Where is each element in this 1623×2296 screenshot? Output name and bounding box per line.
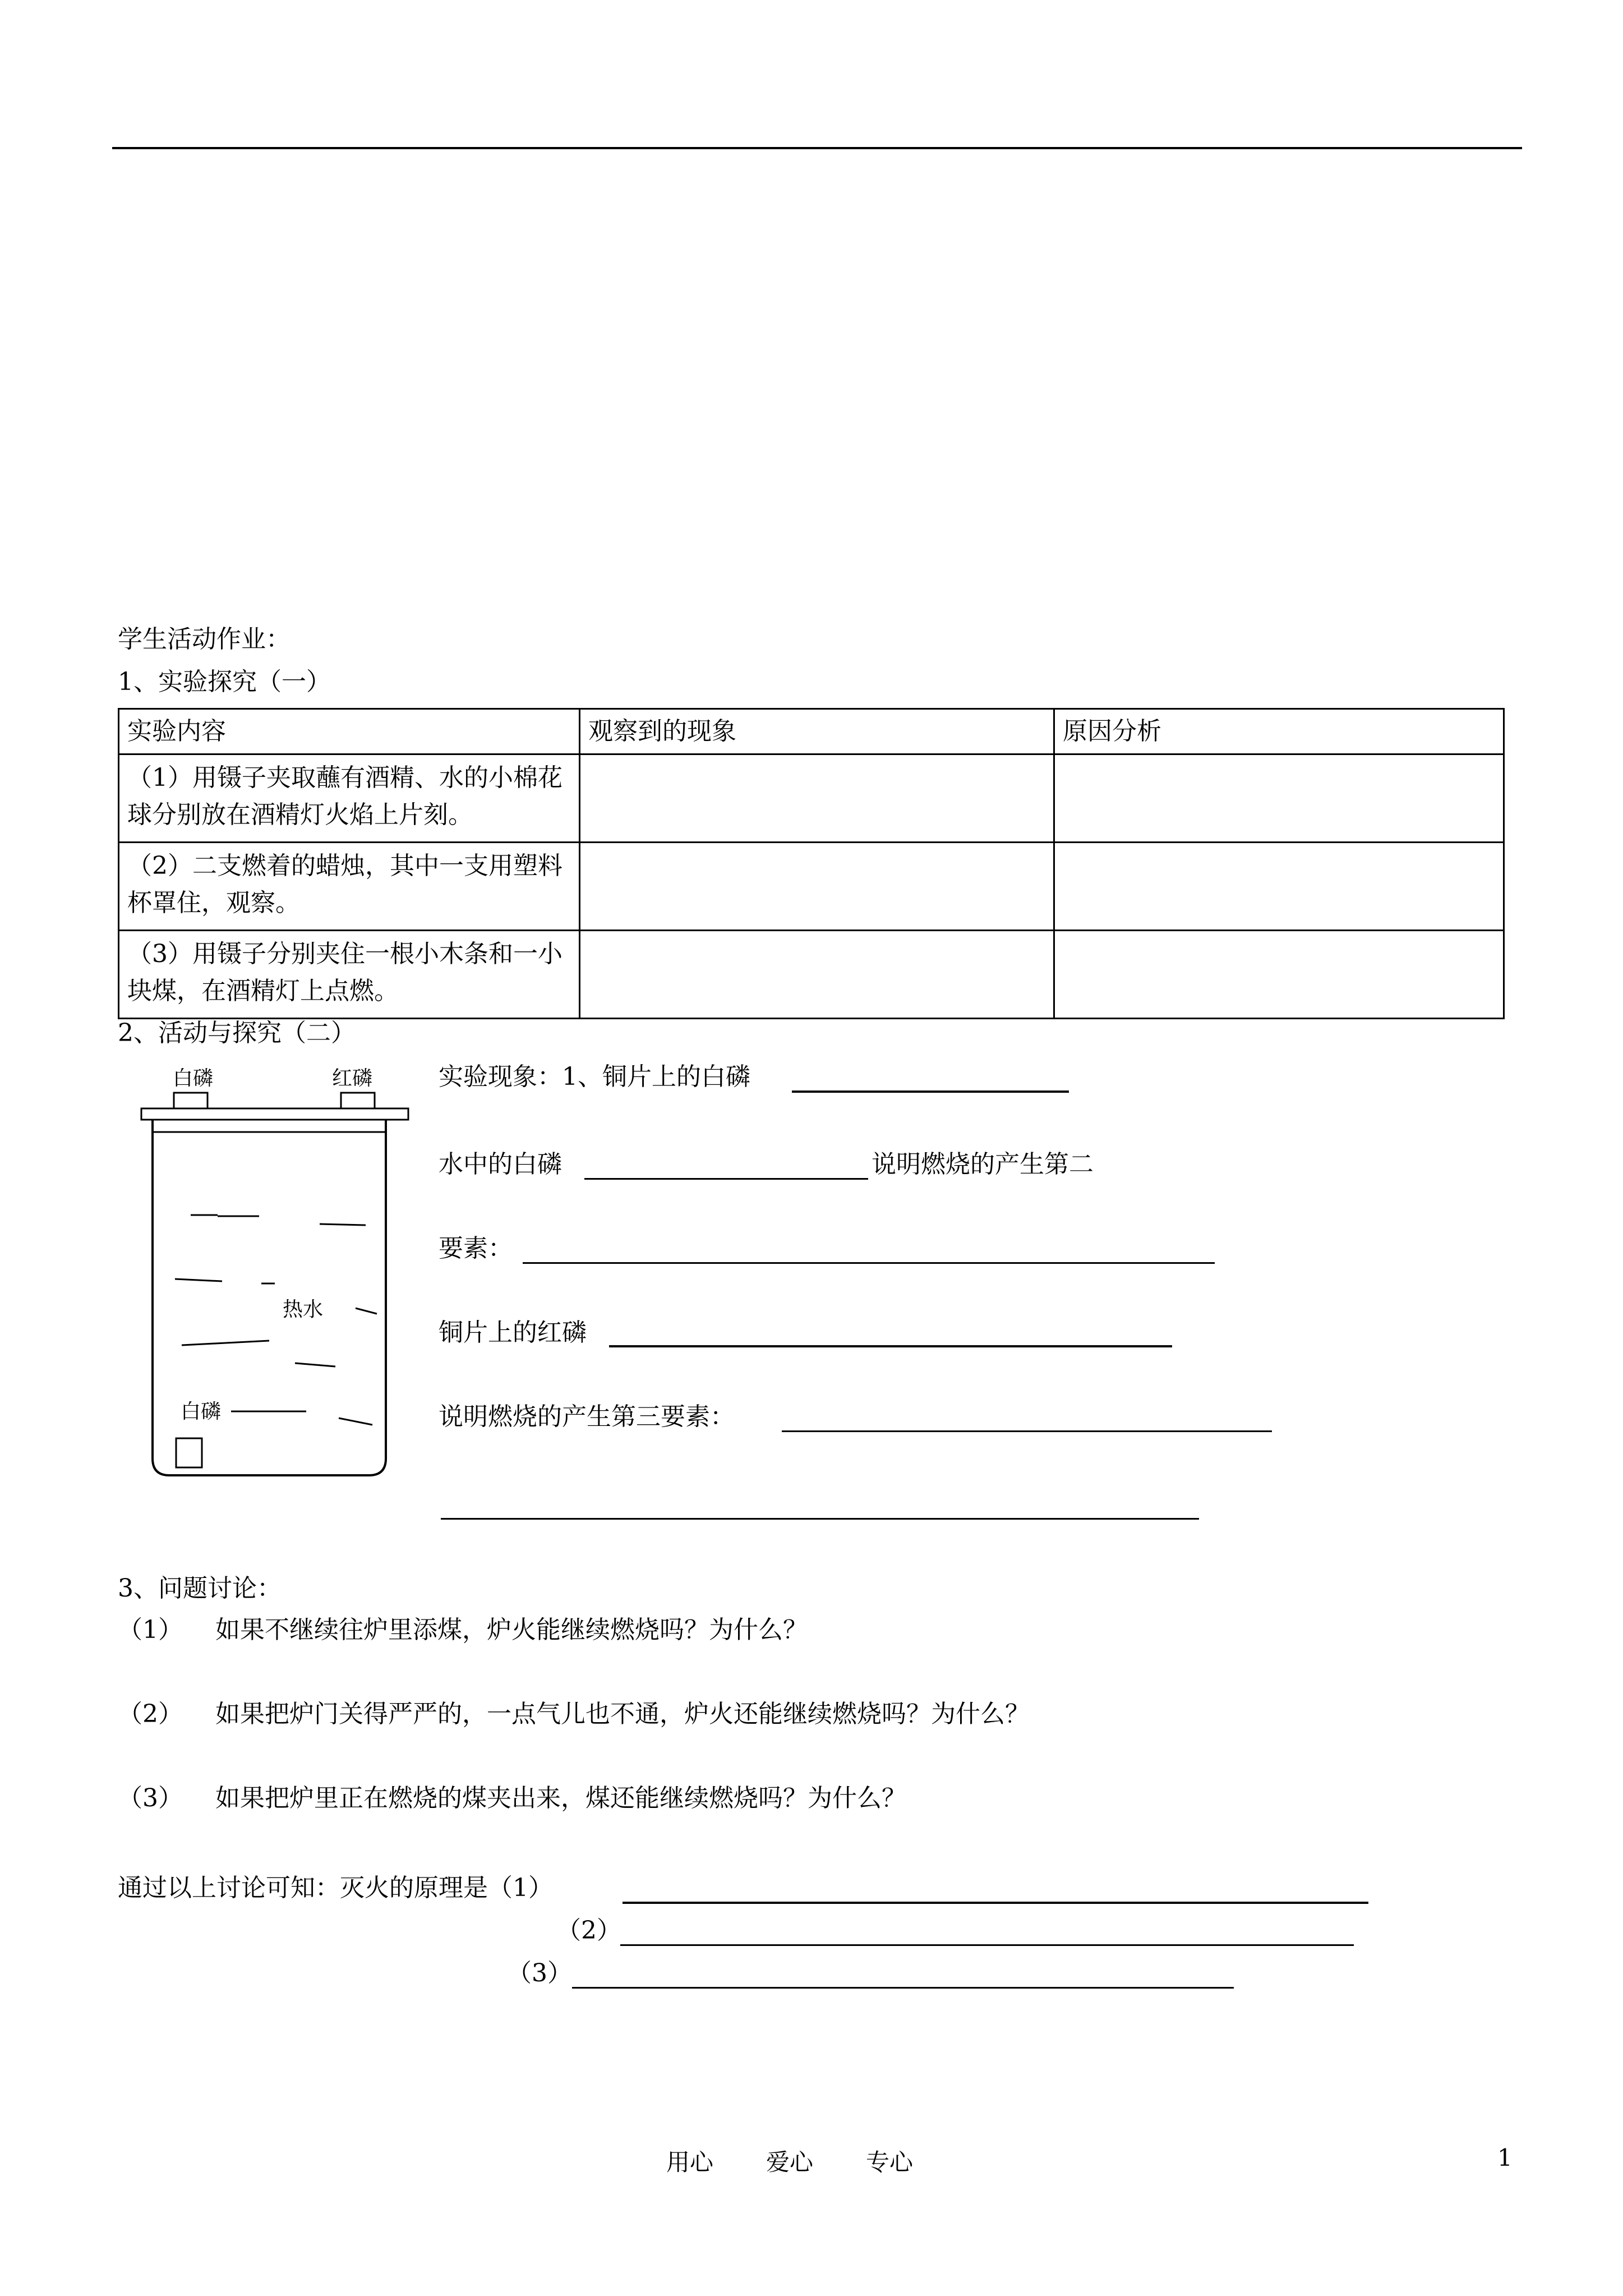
label-white-phosphorus-water: 白磷 bbox=[181, 1400, 222, 1423]
question-number: （1） bbox=[118, 1616, 183, 1644]
header-analysis: 原因分析 bbox=[1054, 709, 1504, 754]
phenomenon-line2a: 水中的白磷 bbox=[439, 1150, 562, 1179]
header-content: 实验内容 bbox=[119, 709, 580, 754]
header-rule bbox=[112, 147, 1522, 149]
question-text: 如果把炉里正在燃烧的煤夹出来，煤还能继续燃烧吗？为什么？ bbox=[215, 1784, 906, 1812]
table-row bbox=[119, 754, 1504, 843]
answer-blank-copper-white-p[interactable] bbox=[792, 1091, 1069, 1093]
white-phosphorus-in-water bbox=[176, 1438, 202, 1467]
phenomenon-line3: 要素： bbox=[439, 1234, 513, 1263]
conclusion-line2: （2） bbox=[556, 1916, 621, 1945]
water-strokes bbox=[175, 1215, 377, 1425]
answer-blank-copper-red-p[interactable] bbox=[609, 1345, 1172, 1347]
question-text: 如果不继续往炉里添煤，炉火能继续燃烧吗？为什么？ bbox=[215, 1616, 808, 1644]
table-row bbox=[119, 931, 1504, 1019]
phenomenon-line2b: 说明燃烧的产生第二 bbox=[872, 1150, 1094, 1179]
footer-item: 爱心 bbox=[766, 2148, 814, 2176]
row-content: （2）二支燃着的蜡烛，其中一支用塑料杯罩住，观察。 bbox=[119, 843, 580, 931]
question-number: （2） bbox=[118, 1700, 183, 1728]
white-phosphorus-on-plate bbox=[174, 1093, 208, 1108]
section2-title: 2、活动与探究（二） bbox=[118, 1019, 356, 1047]
phenomenon-line4: 铜片上的红磷 bbox=[439, 1318, 587, 1347]
label-hot-water: 热水 bbox=[283, 1298, 324, 1321]
row-observation[interactable] bbox=[580, 931, 1054, 1019]
footer-item: 用心 bbox=[666, 2148, 714, 2176]
row-content: （1）用镊子夹取蘸有酒精、水的小棉花球分别放在酒精灯火焰上片刻。 bbox=[119, 754, 580, 843]
table-row bbox=[119, 843, 1504, 931]
phosphorus-beaker-figure bbox=[135, 1060, 426, 1487]
label-red-phosphorus-top: 红磷 bbox=[332, 1067, 373, 1090]
row-content: （3）用镊子分别夹住一根小木条和一小块煤，在酒精灯上点燃。 bbox=[119, 931, 580, 1019]
answer-blank-water-white-p[interactable] bbox=[584, 1178, 868, 1180]
answer-blank-second-element[interactable] bbox=[523, 1262, 1215, 1264]
phenomenon-line1: 实验现象：1、铜片上的白磷 bbox=[439, 1062, 750, 1091]
answer-blank-principle-1[interactable] bbox=[623, 1902, 1368, 1904]
experiment-table bbox=[118, 708, 1505, 1019]
row-analysis[interactable] bbox=[1054, 931, 1504, 1019]
question-text: 如果把炉门关得严严的，一点气儿也不通，炉火还能继续燃烧吗？为什么？ bbox=[215, 1700, 1030, 1728]
header-observation: 观察到的现象 bbox=[580, 709, 1054, 754]
answer-blank-principle-2[interactable] bbox=[620, 1944, 1354, 1946]
section3-title: 3、问题讨论： bbox=[118, 1574, 282, 1603]
row-observation[interactable] bbox=[580, 843, 1054, 931]
footer-item: 专心 bbox=[866, 2148, 914, 2176]
row-observation[interactable] bbox=[580, 754, 1054, 843]
red-phosphorus-on-plate bbox=[341, 1093, 375, 1108]
answer-blank-third-element[interactable] bbox=[782, 1430, 1272, 1432]
activity-heading: 学生活动作业： bbox=[118, 625, 291, 654]
label-white-phosphorus-top: 白磷 bbox=[173, 1067, 214, 1090]
question-number: （3） bbox=[118, 1784, 183, 1812]
page-number: 1 bbox=[1497, 2144, 1513, 2171]
answer-blank-principle-3[interactable] bbox=[572, 1987, 1234, 1989]
section1-title: 1、实验探究（一） bbox=[118, 668, 331, 696]
copper-plate bbox=[141, 1108, 408, 1120]
conclusion-line1: 通过以上讨论可知：灭火的原理是（1） bbox=[118, 1874, 553, 1902]
row-analysis[interactable] bbox=[1054, 754, 1504, 843]
row-analysis[interactable] bbox=[1054, 843, 1504, 931]
phenomenon-line5: 说明燃烧的产生第三要素： bbox=[439, 1402, 735, 1431]
answer-blank-third-element-cont[interactable] bbox=[441, 1518, 1199, 1520]
table-header-row bbox=[119, 709, 1504, 754]
conclusion-line3: （3） bbox=[507, 1959, 572, 1987]
